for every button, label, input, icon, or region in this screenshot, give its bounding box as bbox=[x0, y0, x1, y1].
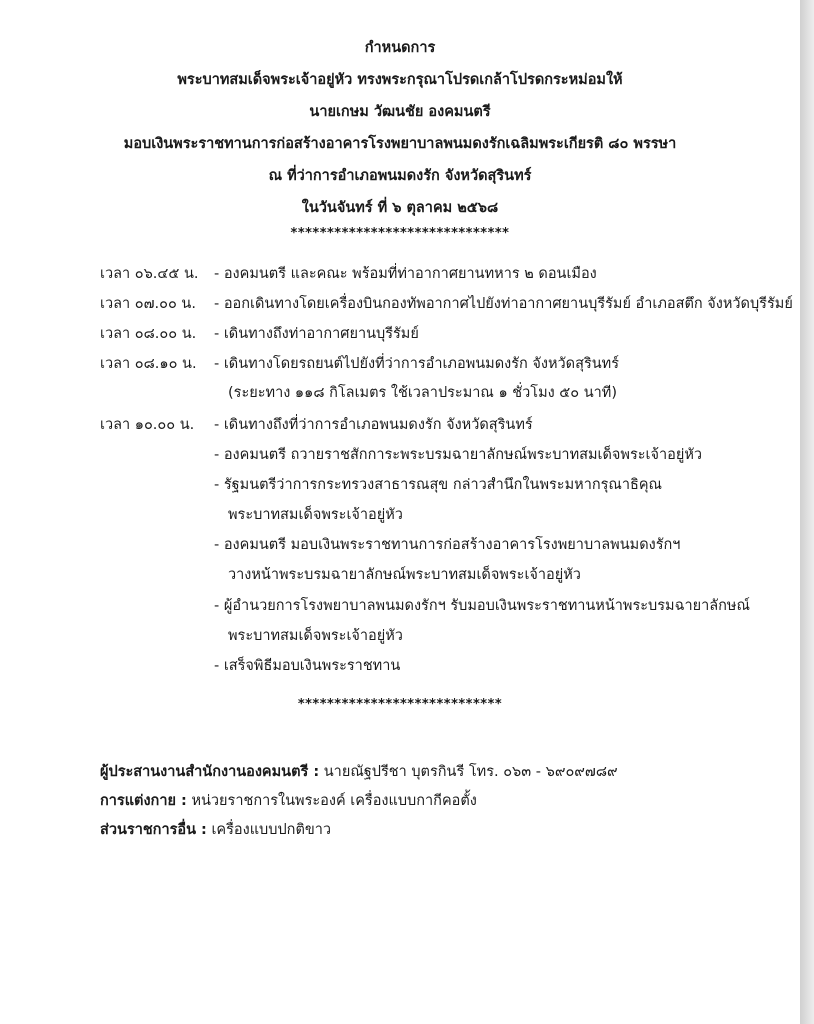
header-separator: ****************************** bbox=[290, 226, 510, 241]
schedule-time: เวลา ๐๘.๐๐ น. bbox=[100, 326, 197, 342]
schedule-item: - องคมนตรี มอบเงินพระราชทานการก่อสร้างอาคารโรงพยาบาลพนมดงรักฯ bbox=[214, 537, 681, 553]
schedule-item: - เดินทางถึงท่าอากาศยานบุรีรัมย์ bbox=[214, 326, 419, 342]
schedule-item-cont: พระบาทสมเด็จพระเจ้าอยู่หัว bbox=[228, 628, 403, 644]
header-line-3: นายเกษม วัฒนชัย องคมนตรี bbox=[309, 104, 491, 120]
schedule-item: - องคมนตรี และคณะ พร้อมที่ท่าอากาศยานทหาร ๒ ดอนเมือง bbox=[214, 266, 597, 282]
footer-separator: **************************** bbox=[297, 697, 503, 712]
header-line-6: ในวันจันทร์ ที่ ๖ ตุลาคม ๒๕๖๘ bbox=[301, 200, 499, 216]
schedule-item: - เดินทางถึงที่ว่าการอำเภอพนมดงรัก จังหวัดสุรินทร์ bbox=[214, 417, 533, 433]
others-line bbox=[100, 818, 331, 841]
schedule-time: เวลา ๑๐.๐๐ น. bbox=[100, 417, 195, 433]
schedule-item: - เดินทางโดยรถยนต์ไปยังที่ว่าการอำเภอพนมดงรัก จังหวัดสุรินทร์ bbox=[214, 356, 619, 372]
schedule-item: - รัฐมนตรีว่าการกระทรวงสาธารณสุข กล่าวสำนึกในพระมหากรุณาธิคุณ bbox=[214, 477, 662, 493]
schedule-item-note: (ระยะทาง ๑๑๘ กิโลเมตร ใช้เวลาประมาณ ๑ ชั่วโมง ๕๐ นาที) bbox=[228, 385, 618, 401]
dress-value: หน่วยราชการในพระองค์ เครื่องแบบกากีคอตั้ง bbox=[191, 793, 477, 809]
schedule-time: เวลา ๐๘.๑๐ น. bbox=[100, 356, 197, 372]
coordinator-line bbox=[100, 760, 618, 783]
header-line-5: ณ ที่ว่าการอำเภอพนมดงรัก จังหวัดสุรินทร์ bbox=[268, 168, 532, 184]
schedule-item: - องคมนตรี ถวายราชสักการะพระบรมฉายาลักษณ์พระบาทสมเด็จพระเจ้าอยู่หัว bbox=[214, 447, 703, 463]
dress-label: การแต่งกาย : bbox=[100, 793, 187, 809]
schedule-item: - ออกเดินทางโดยเครื่องบินกองทัพอากาศไปยังท่าอากาศยานบุรีรัมย์ อำเภอสตึก จังหวัดบุรีรัมย์ bbox=[214, 296, 793, 312]
header-line-2: พระบาทสมเด็จพระเจ้าอยู่หัว ทรงพระกรุณาโปรดเกล้าโปรดกระหม่อมให้ bbox=[177, 72, 623, 88]
schedule-item: - เสร็จพิธีมอบเงินพระราชทาน bbox=[214, 658, 401, 674]
schedule-time: เวลา ๐๗.๐๐ น. bbox=[100, 296, 196, 312]
schedule-item-cont: พระบาทสมเด็จพระเจ้าอยู่หัว bbox=[228, 507, 403, 523]
coordinator-label: ผู้ประสานงานสำนักงานองคมนตรี : bbox=[100, 764, 320, 780]
others-value: เครื่องแบบปกติขาว bbox=[211, 822, 332, 838]
dress-line bbox=[100, 789, 477, 812]
coordinator-value: นายณัฐปรีชา บุตรกินรี โทร. ๐๖๓ - ๖๙๐๙๗๘๙ bbox=[323, 764, 618, 780]
schedule-time: เวลา ๐๖.๔๕ น. bbox=[100, 266, 199, 282]
schedule-item: - ผู้อำนวยการโรงพยาบาลพนมดงรักฯ รับมอบเงินพระราชทานหน้าพระบรมฉายาลักษณ์ bbox=[214, 598, 750, 614]
doc-title: กำหนดการ bbox=[364, 40, 436, 56]
page-edge-shadow bbox=[800, 0, 814, 1024]
header-line-4: มอบเงินพระราชทานการก่อสร้างอาคารโรงพยาบาลพนมดงรักเฉลิมพระเกียรติ ๘๐ พรรษา bbox=[123, 136, 677, 152]
others-label: ส่วนราชการอื่น : bbox=[100, 822, 207, 838]
schedule-item-cont: วางหน้าพระบรมฉายาลักษณ์พระบาทสมเด็จพระเจ้าอยู่หัว bbox=[228, 567, 581, 583]
